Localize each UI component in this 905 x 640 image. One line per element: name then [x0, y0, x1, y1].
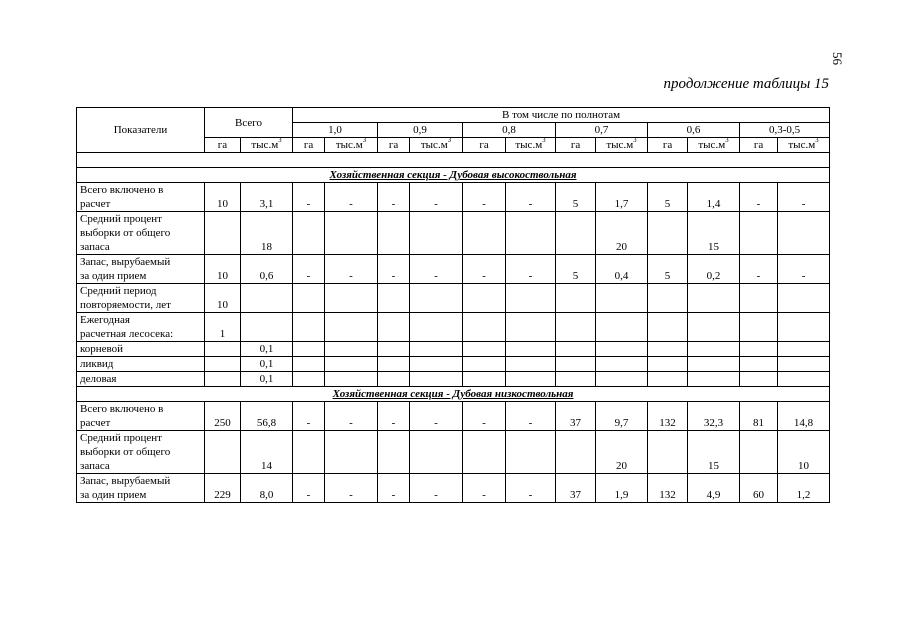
header-total: Всего: [205, 108, 293, 138]
table-cell: [410, 212, 463, 255]
row-label-line: Запас, вырубаемый: [80, 475, 171, 487]
table-cell: 14: [241, 431, 293, 474]
table-cell: -: [410, 255, 463, 284]
table-cell: -: [325, 183, 378, 212]
table-cell: [596, 313, 648, 342]
spacer-cell: [77, 153, 830, 168]
header-unit-volume: [410, 138, 463, 153]
table-cell: 5: [556, 255, 596, 284]
section-title: Хозяйственная секция - Дубовая низкоствольная: [77, 387, 830, 402]
table-cell: [410, 431, 463, 474]
unit-volume-text: тыс.м: [698, 139, 726, 151]
row-label-line: Запас, вырубаемый: [80, 256, 171, 268]
table-caption: продолжение таблицы 15: [663, 76, 829, 92]
table-cell: [740, 313, 778, 342]
header-density-3: 0,7: [556, 123, 648, 138]
table-cell: [205, 372, 241, 387]
table-cell: [325, 431, 378, 474]
header-unit-ha: га: [740, 138, 778, 153]
table-cell: 1,9: [596, 474, 648, 503]
row-label-line: Ежегодная: [80, 314, 130, 326]
table-cell: 37: [556, 402, 596, 431]
table-cell: 10: [205, 284, 241, 313]
header-indicators: Показатели: [77, 108, 205, 153]
table-cell: 0,6: [241, 255, 293, 284]
table-cell: -: [778, 255, 830, 284]
table-cell: [378, 357, 410, 372]
unit-volume-text: тыс.м: [788, 139, 816, 151]
table-cell: 132: [648, 402, 688, 431]
unit-volume-text: тыс.м: [335, 139, 363, 151]
table-cell: [688, 284, 740, 313]
table-cell: [463, 342, 506, 357]
table-cell: -: [506, 255, 556, 284]
table-row: [77, 357, 830, 372]
header-unit-volume: [506, 138, 556, 153]
header-unit-ha: га: [205, 138, 241, 153]
table-cell: [410, 313, 463, 342]
table-cell: 1,4: [688, 183, 740, 212]
table-cell: [778, 284, 830, 313]
row-label-line: расчетная лесосека:: [80, 328, 174, 340]
table-cell: [410, 372, 463, 387]
table-cell: -: [325, 255, 378, 284]
table-cell: -: [463, 474, 506, 503]
table-cell: 4,9: [688, 474, 740, 503]
table-cell: [648, 342, 688, 357]
table-cell: [740, 212, 778, 255]
data-table: [76, 107, 830, 503]
unit-volume-text: тыс.м: [420, 139, 448, 151]
table-cell: 1,2: [778, 474, 830, 503]
table-cell: [556, 284, 596, 313]
row-label-line: ликвид: [80, 358, 114, 370]
table-cell: -: [778, 183, 830, 212]
row-label-line: расчет: [80, 417, 111, 429]
table-row: [77, 183, 830, 212]
table-cell: [325, 357, 378, 372]
table-cell: [325, 372, 378, 387]
table-cell: [506, 357, 556, 372]
table-cell: [378, 342, 410, 357]
table-cell: [506, 284, 556, 313]
unit-volume-superscript: 3: [542, 137, 546, 144]
table-cell: [378, 212, 410, 255]
table-row: [77, 431, 830, 474]
table-row: [77, 313, 830, 342]
table-cell: 1: [205, 313, 241, 342]
unit-volume-superscript: 3: [815, 137, 819, 144]
spacer-row: [77, 153, 830, 168]
table-cell: [506, 212, 556, 255]
table-cell: 5: [648, 183, 688, 212]
table-cell: [378, 372, 410, 387]
table-cell: [688, 313, 740, 342]
table-cell: 229: [205, 474, 241, 503]
table-cell: 0,1: [241, 342, 293, 357]
header-by-density: В том числе по полнотам: [293, 108, 830, 123]
table-cell: [648, 357, 688, 372]
table-cell: -: [325, 402, 378, 431]
header-density-2: 0,8: [463, 123, 556, 138]
header-unit-volume: [778, 138, 830, 153]
row-label: [77, 342, 205, 357]
table-cell: -: [740, 255, 778, 284]
unit-volume-superscript: 3: [725, 137, 729, 144]
table-cell: [293, 342, 325, 357]
table-cell: 132: [648, 474, 688, 503]
header-unit-ha: га: [556, 138, 596, 153]
table-cell: 250: [205, 402, 241, 431]
table-cell: [410, 284, 463, 313]
row-label: [77, 357, 205, 372]
table-cell: [596, 284, 648, 313]
table-row: [77, 255, 830, 284]
table-cell: [241, 313, 293, 342]
row-label-line: запаса: [80, 241, 110, 253]
table-cell: 10: [778, 431, 830, 474]
header-unit-ha: га: [648, 138, 688, 153]
table-cell: [556, 313, 596, 342]
table-cell: 56,8: [241, 402, 293, 431]
table-cell: [740, 357, 778, 372]
unit-volume-text: тыс.м: [515, 139, 543, 151]
table-cell: [463, 357, 506, 372]
table-cell: 14,8: [778, 402, 830, 431]
table-cell: 60: [740, 474, 778, 503]
row-label-line: за один прием: [80, 270, 147, 282]
row-label-line: корневой: [80, 343, 124, 355]
table-cell: 0,2: [688, 255, 740, 284]
row-label-line: Средний период: [80, 285, 157, 297]
table-cell: 5: [648, 255, 688, 284]
header-unit-volume: [688, 138, 740, 153]
table-body: [77, 153, 830, 503]
section-header-row: [77, 387, 830, 402]
table-cell: [778, 313, 830, 342]
table-cell: [205, 212, 241, 255]
table-cell: [410, 342, 463, 357]
table-cell: 15: [688, 212, 740, 255]
table-cell: [378, 284, 410, 313]
table-cell: [463, 313, 506, 342]
row-label: [77, 474, 205, 503]
table-cell: 3,1: [241, 183, 293, 212]
row-label-line: Средний процент: [80, 432, 162, 444]
table-cell: -: [293, 255, 325, 284]
table-cell: 32,3: [688, 402, 740, 431]
table-cell: 20: [596, 431, 648, 474]
table-row: [77, 212, 830, 255]
table-cell: -: [506, 402, 556, 431]
header-unit-ha: га: [293, 138, 325, 153]
table-cell: [325, 313, 378, 342]
table-cell: [648, 313, 688, 342]
table-cell: [556, 372, 596, 387]
row-label-line: Всего включено в: [80, 403, 164, 415]
table-cell: -: [378, 402, 410, 431]
table-cell: [293, 212, 325, 255]
table-cell: -: [463, 402, 506, 431]
table-cell: 5: [556, 183, 596, 212]
table-cell: [596, 372, 648, 387]
table-cell: [778, 357, 830, 372]
table-cell: -: [293, 474, 325, 503]
table-cell: [463, 212, 506, 255]
table-cell: -: [506, 183, 556, 212]
row-label-line: выборки от общего: [80, 446, 171, 458]
table-cell: [556, 212, 596, 255]
table-cell: [556, 357, 596, 372]
row-label-line: за один прием: [80, 489, 147, 501]
unit-volume-superscript: 3: [447, 137, 452, 144]
table-cell: [556, 342, 596, 357]
table-cell: [506, 313, 556, 342]
row-label: [77, 313, 205, 342]
header-unit-volume: [596, 138, 648, 153]
table-cell: 18: [241, 212, 293, 255]
table-cell: [410, 357, 463, 372]
table-cell: [778, 342, 830, 357]
table-cell: [778, 372, 830, 387]
table-row: [77, 474, 830, 503]
table-cell: [205, 357, 241, 372]
table-cell: [596, 342, 648, 357]
table-cell: [740, 372, 778, 387]
row-label: [77, 284, 205, 313]
table-cell: [688, 342, 740, 357]
table-cell: -: [325, 474, 378, 503]
table-cell: [293, 372, 325, 387]
row-label-line: Всего включено в: [80, 184, 164, 196]
row-label: [77, 212, 205, 255]
row-label-line: повторяемости, лет: [80, 299, 171, 311]
row-label: [77, 183, 205, 212]
table-cell: -: [293, 183, 325, 212]
table-cell: [688, 372, 740, 387]
table-cell: -: [463, 183, 506, 212]
row-label-line: деловая: [80, 373, 117, 385]
table-cell: [325, 284, 378, 313]
table-cell: [648, 372, 688, 387]
table-cell: [463, 284, 506, 313]
table-cell: 8,0: [241, 474, 293, 503]
table-row: [77, 342, 830, 357]
table-cell: [740, 284, 778, 313]
table-cell: 20: [596, 212, 648, 255]
table-cell: -: [463, 255, 506, 284]
table-cell: -: [293, 402, 325, 431]
unit-volume-text: тыс.м: [251, 139, 279, 151]
table-cell: [241, 284, 293, 313]
table-cell: [740, 431, 778, 474]
table-cell: [378, 313, 410, 342]
table-cell: [506, 342, 556, 357]
table-cell: 10: [205, 183, 241, 212]
table-cell: [293, 284, 325, 313]
table-cell: -: [740, 183, 778, 212]
table-cell: [740, 342, 778, 357]
table-row: [77, 402, 830, 431]
header-unit-volume: [241, 138, 293, 153]
unit-volume-text: тыс.м: [606, 139, 634, 151]
section-header-row: [77, 168, 830, 183]
table-cell: 10: [205, 255, 241, 284]
header-density-5: 0,3-0,5: [740, 123, 830, 138]
table-cell: [556, 431, 596, 474]
table-cell: -: [410, 183, 463, 212]
table-cell: -: [378, 255, 410, 284]
table-cell: 37: [556, 474, 596, 503]
table-cell: [325, 212, 378, 255]
table-cell: -: [378, 474, 410, 503]
row-label: [77, 402, 205, 431]
table-row: [77, 284, 830, 313]
table-cell: -: [506, 474, 556, 503]
table-cell: 15: [688, 431, 740, 474]
table-cell: [205, 431, 241, 474]
table-cell: [325, 342, 378, 357]
header-unit-ha: га: [463, 138, 506, 153]
table-row: [77, 372, 830, 387]
unit-volume-superscript: 3: [278, 137, 282, 144]
page-number: 56: [830, 52, 845, 65]
table-cell: [293, 357, 325, 372]
table-cell: 0,4: [596, 255, 648, 284]
row-label-line: Средний процент: [80, 213, 162, 225]
table-cell: [463, 431, 506, 474]
header-density-4: 0,6: [648, 123, 740, 138]
table-cell: [688, 357, 740, 372]
table-cell: [205, 342, 241, 357]
row-label-line: запаса: [80, 460, 110, 472]
table-cell: -: [378, 183, 410, 212]
table-cell: [596, 357, 648, 372]
table-cell: 0,1: [241, 357, 293, 372]
table-cell: [463, 372, 506, 387]
table-cell: [648, 431, 688, 474]
table-cell: 81: [740, 402, 778, 431]
header-unit-ha: га: [378, 138, 410, 153]
table-cell: 0,1: [241, 372, 293, 387]
header-row-1: [77, 108, 830, 123]
table-cell: [506, 372, 556, 387]
header-unit-volume: [325, 138, 378, 153]
header-density-0: 1,0: [293, 123, 378, 138]
table-cell: [378, 431, 410, 474]
row-label-line: выборки от общего: [80, 227, 171, 239]
row-label-line: расчет: [80, 198, 111, 210]
table-cell: [778, 212, 830, 255]
table-cell: 1,7: [596, 183, 648, 212]
row-label: [77, 431, 205, 474]
table-cell: [648, 284, 688, 313]
table-cell: [506, 431, 556, 474]
table-cell: [648, 212, 688, 255]
header-density-1: 0,9: [378, 123, 463, 138]
unit-volume-superscript: 3: [362, 137, 367, 144]
row-label: [77, 255, 205, 284]
table-cell: [293, 431, 325, 474]
section-title: Хозяйственная секция - Дубовая высокоствольная: [77, 168, 830, 183]
row-label: [77, 372, 205, 387]
table-cell: 9,7: [596, 402, 648, 431]
unit-volume-superscript: 3: [633, 137, 637, 144]
table-cell: -: [410, 402, 463, 431]
table-cell: -: [410, 474, 463, 503]
table-cell: [293, 313, 325, 342]
